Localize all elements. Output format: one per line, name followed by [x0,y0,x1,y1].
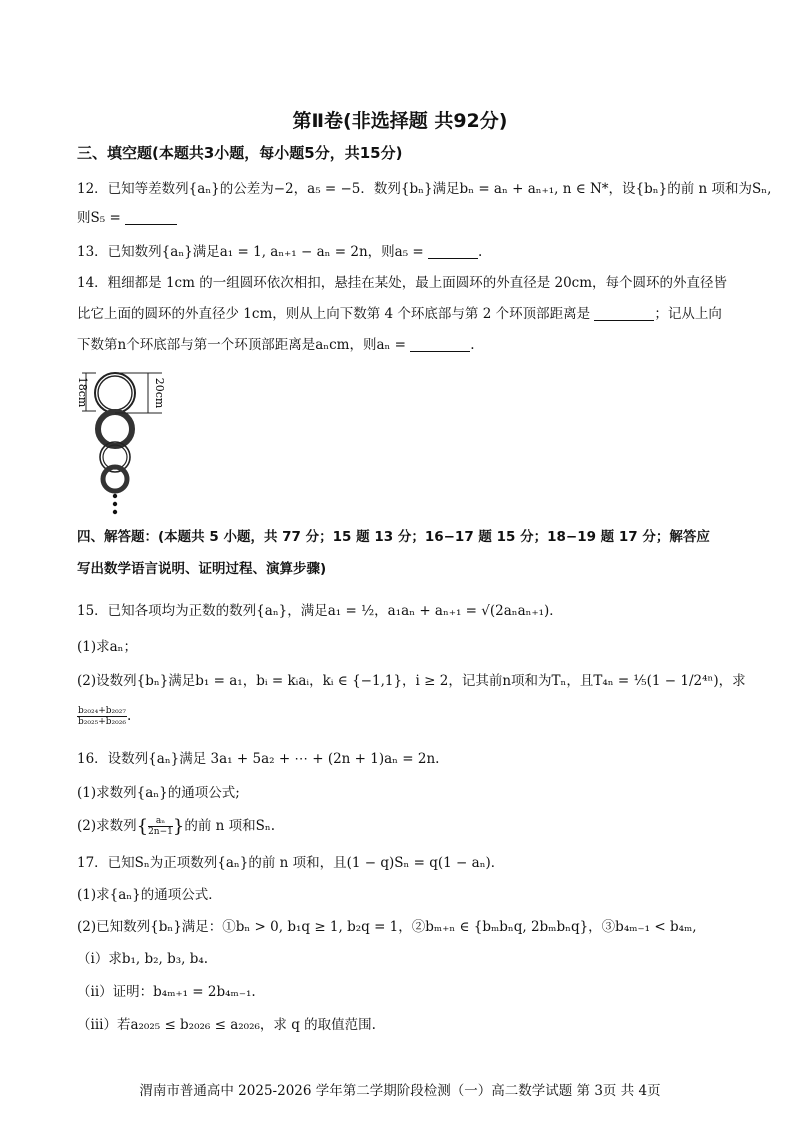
continuation-dot-3 [113,510,117,514]
q16-fraction-denominator: 2n−1 [148,827,173,837]
q16-fraction-numerator: aₙ [148,816,173,827]
q13-text: 13．已知数列{aₙ}满足a₁ = 1, aₙ₊₁ − aₙ = 2n，则a₅ = [77,244,424,260]
q13-end: . [478,244,483,260]
q15-part1: (1)求aₙ； [77,639,138,655]
page-title: 第Ⅱ卷(非选择题 共92分) [292,110,508,132]
ring-4 [103,467,127,491]
section-answer-heading-line2: 写出数学语言说明、证明过程、演算步骤) [77,561,327,577]
q14-line2 [77,305,737,323]
q14-line3-text: 下数第n个环底部与第一个环顶部距离是aₙcm，则aₙ = [77,337,406,353]
q14-line3-end: . [470,337,475,353]
q14-line2-text: 比它上面的圆环的外直径少 1cm，则从上向下数第 4 个环底部与第 2 个环顶部距离是 [77,306,591,322]
q12-line2 [77,209,737,227]
q12-answer-blank [125,210,177,225]
q17-line1: 17．已知Sₙ为正项数列{aₙ}的前 n 项和，且(1 − q)Sₙ = q(1 − aₙ)． [77,855,505,871]
q16-brace-left: { [136,816,149,837]
q14-line3 [77,336,737,354]
q17-sub3: （iii）若a₂₀₂₅ ≤ b₂₀₂₆ ≤ a₂₀₂₆，求 q 的取值范围. [77,1017,376,1033]
section-fill-in-heading: 三、填空题(本题共3小题，每小题5分，共15分) [77,144,403,162]
q15-fraction-denominator: b₂₀₂₅+b₂₀₂₆ [78,717,126,727]
q16-line1: 16．设数列{aₙ}满足 3a₁ + 5a₂ + ⋯ + (2n + 1)aₙ = 2n. [77,751,440,767]
q17-sub1: （i）求b₁, b₂, b₃, b₄. [77,951,209,967]
q15-fraction-end: . [126,708,132,724]
ring-1 [95,373,135,413]
continuation-dot-1 [113,494,117,498]
label-20cm: 20cm [153,377,166,409]
q16-part2-post: 的前 n 项和Sₙ. [184,818,275,834]
q13-answer-blank [428,244,478,259]
q15-fraction [77,706,127,727]
q15-part2: (2)设数列{bₙ}满足b₁ = a₁，bᵢ = kᵢaᵢ，kᵢ ∈ {−1,1}，i ≥ 2，记其前n项和为Tₙ，且T₄ₙ = ⅕(1 − 1/2⁴ⁿ)，求 [77,673,746,689]
label-18cm: 18cm [76,376,89,408]
q15-line1: 15．已知各项均为正数的数列{aₙ}，满足a₁ = ½，a₁aₙ + aₙ₊₁ = √(2aₙaₙ₊₁)． [77,603,563,619]
rings-figure [70,367,180,517]
ring-2 [98,412,132,446]
page-footer: 渭南市普通高中 2025-2026 学年第二学期阶段检测（一）高二数学试题 第 3页 共 4页 [139,1083,661,1099]
continuation-dot-2 [113,502,117,506]
q14-line2-end: ；记从上向 [654,306,722,322]
q14-line1: 14．粗细都是 1cm 的一组圆环依次相扣，悬挂在某处，最上面圆环的外直径是 20cm，每个圆环的外直径皆 [77,275,728,291]
q14-answer-blank-2 [410,337,470,352]
q16-part2 [77,816,737,837]
section-answer-heading-line1: 四、解答题：(本题共 5 小题，共 77 分；15 题 13 分；16−17 题 15 分；18−19 题 17 分；解答应 [77,529,710,545]
q17-part1: (1)求{aₙ}的通项公式． [77,887,222,903]
q15-fraction-numerator: b₂₀₂₄+b₂₀₂₇ [78,706,126,716]
q16-fraction [148,816,173,837]
q16-brace-right: } [172,816,185,837]
q15-fraction-line [77,706,737,727]
q17-sub2: （ii）证明：b₄ₘ₊₁ = 2b₄ₘ₋₁. [77,984,256,1000]
q14-answer-blank-1 [594,306,654,321]
q12-line1: 12．已知等差数列{aₙ}的公差为−2，a₅ = −5．数列{bₙ}满足bₙ = aₙ + aₙ₊₁, n ∈ N*，设{bₙ}的前 n 项和为Sₙ, [77,181,772,197]
q13-line [77,243,737,261]
q17-part2: (2)已知数列{bₙ}满足：①bₙ > 0, b₁q ≥ 1, b₂q = 1，②bₘ₊ₙ ∈ {bₘbₙq, 2bₘbₙq}，③b₄ₘ₋₁ < b₄ₘ, [77,919,697,935]
q16-part1: (1)求数列{aₙ}的通项公式; [77,785,240,801]
q12-line2-text: 则S₅ = [77,210,121,226]
q16-part2-pre: (2)求数列 [77,818,137,834]
